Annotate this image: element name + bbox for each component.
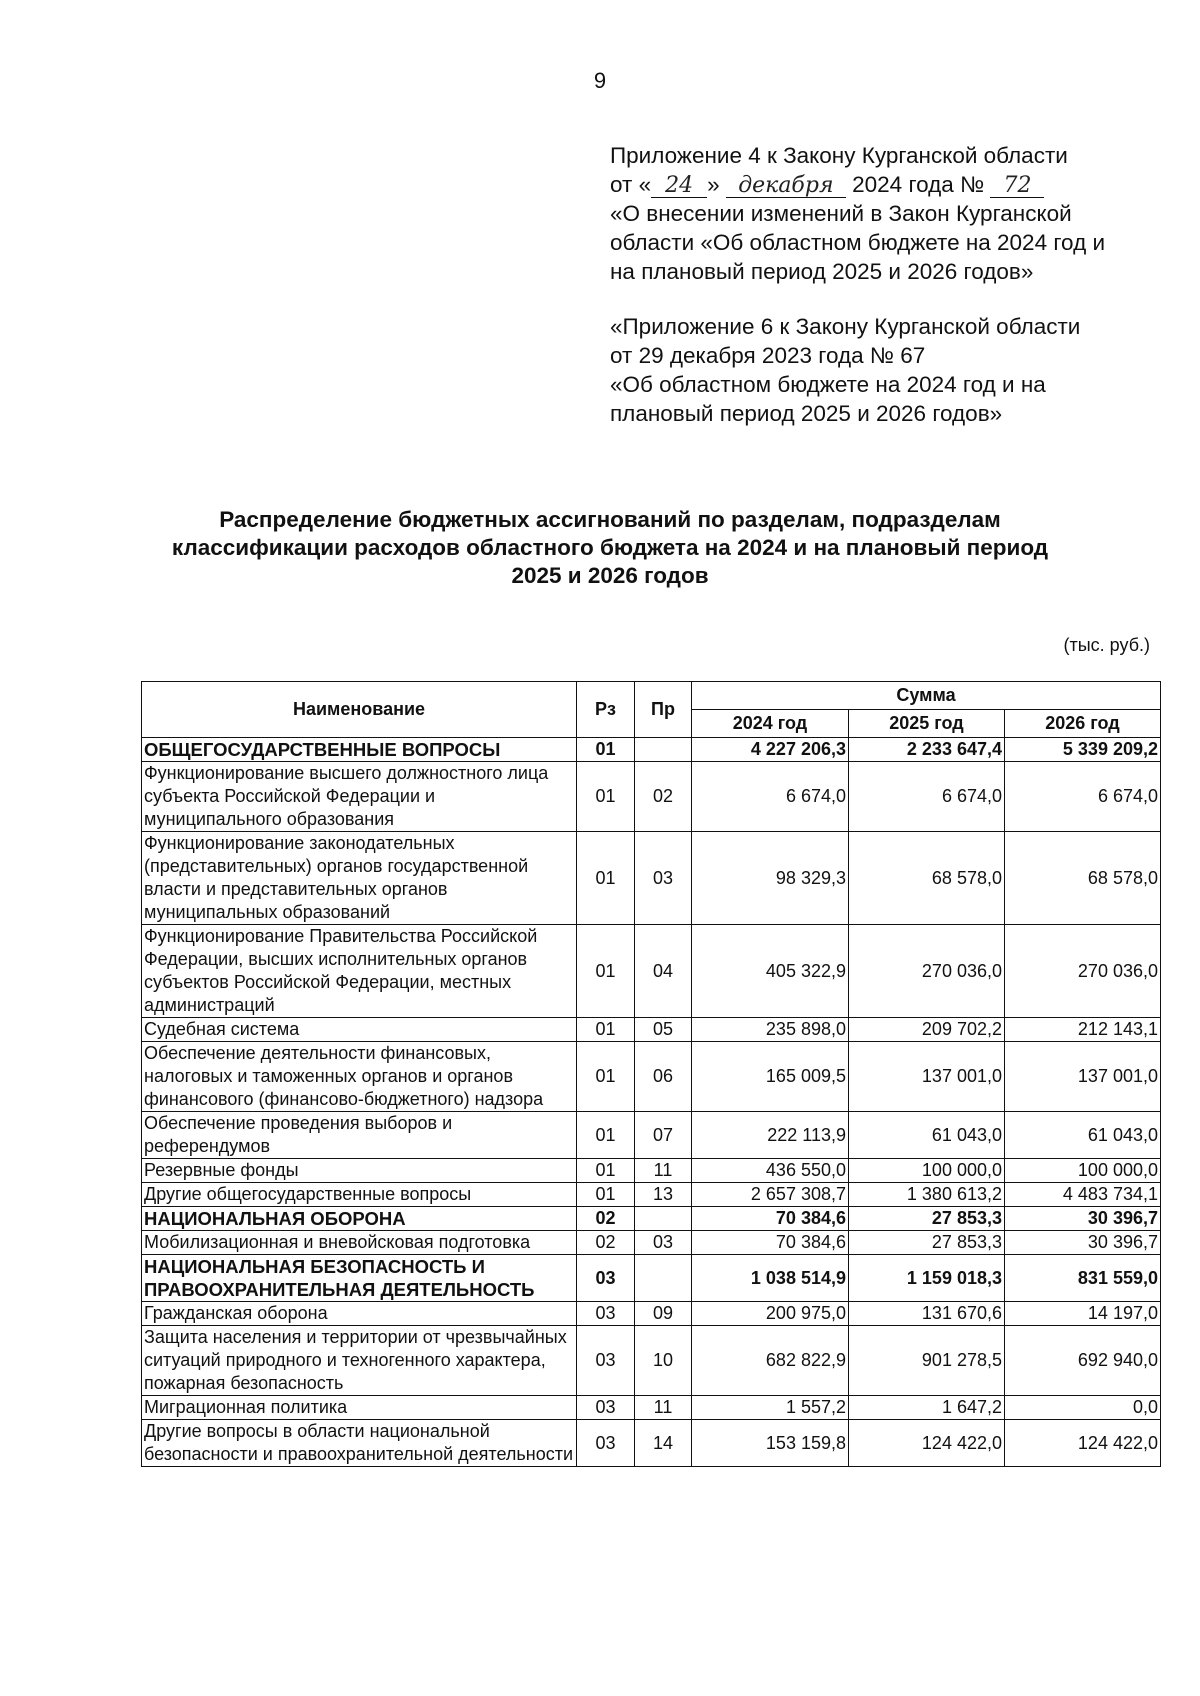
row-pr: 03 bbox=[635, 832, 692, 925]
row-amount-2025: 124 422,0 bbox=[849, 1420, 1005, 1467]
original-line-2: от 29 декабря 2023 года № 67 bbox=[610, 343, 926, 368]
row-amount-2026: 30 396,7 bbox=[1005, 1231, 1161, 1255]
row-amount-2025: 1 159 018,3 bbox=[849, 1255, 1005, 1302]
original-line-1: «Приложение 6 к Закону Курганской области bbox=[610, 314, 1081, 339]
row-amount-2025: 27 853,3 bbox=[849, 1207, 1005, 1231]
row-amount-2024: 6 674,0 bbox=[692, 762, 849, 832]
row-amount-2025: 137 001,0 bbox=[849, 1042, 1005, 1112]
row-rz: 03 bbox=[577, 1302, 635, 1326]
page-number: 9 bbox=[593, 68, 607, 93]
row-rz: 03 bbox=[577, 1396, 635, 1420]
row-name: Миграционная политика bbox=[142, 1396, 577, 1420]
row-name: Другие вопросы в области национальной безопасности и правоохранительной деятельности bbox=[142, 1420, 577, 1467]
header-sum: Сумма bbox=[692, 682, 1161, 710]
row-name: Обеспечение проведения выборов и референдумов bbox=[142, 1112, 577, 1159]
table-row bbox=[142, 1112, 1161, 1159]
header-pr: Пр bbox=[635, 682, 692, 738]
row-amount-2025: 131 670,6 bbox=[849, 1302, 1005, 1326]
row-rz: 01 bbox=[577, 925, 635, 1018]
row-rz: 02 bbox=[577, 1207, 635, 1231]
appendix-line-4: области «Об областном бюджете на 2024 год и bbox=[610, 230, 1106, 255]
title-line-3: 2025 и 2026 годов bbox=[511, 563, 709, 588]
row-pr: 07 bbox=[635, 1112, 692, 1159]
row-pr: 11 bbox=[635, 1159, 692, 1183]
row-name: НАЦИОНАЛЬНАЯ ОБОРОНА bbox=[142, 1207, 577, 1231]
row-rz: 01 bbox=[577, 1018, 635, 1042]
table-row bbox=[142, 1183, 1161, 1207]
original-line-3: «Об областном бюджете на 2024 год и на bbox=[610, 372, 1046, 397]
row-pr: 09 bbox=[635, 1302, 692, 1326]
row-rz: 03 bbox=[577, 1420, 635, 1467]
row-name: Резервные фонды bbox=[142, 1159, 577, 1183]
row-amount-2024: 235 898,0 bbox=[692, 1018, 849, 1042]
row-pr bbox=[635, 738, 692, 762]
row-amount-2024: 405 322,9 bbox=[692, 925, 849, 1018]
row-amount-2025: 6 674,0 bbox=[849, 762, 1005, 832]
table-row bbox=[142, 1326, 1161, 1396]
handwritten-law-number: 72 bbox=[990, 175, 1044, 198]
row-amount-2026: 0,0 bbox=[1005, 1396, 1161, 1420]
row-amount-2026: 831 559,0 bbox=[1005, 1255, 1161, 1302]
row-amount-2025: 61 043,0 bbox=[849, 1112, 1005, 1159]
table-row bbox=[142, 738, 1161, 762]
row-rz: 01 bbox=[577, 1183, 635, 1207]
row-name: Защита населения и территории от чрезвычайных ситуаций природного и техногенного характера, пожарная безопасность bbox=[142, 1326, 577, 1396]
date-mid: » bbox=[707, 172, 720, 197]
appendix-line-5: на плановый период 2025 и 2026 годов» bbox=[610, 259, 1034, 284]
date-year: 2024 года № bbox=[852, 172, 985, 197]
row-name: Другие общегосударственные вопросы bbox=[142, 1183, 577, 1207]
row-amount-2024: 1 557,2 bbox=[692, 1396, 849, 1420]
handwritten-day: 24 bbox=[651, 175, 707, 198]
row-rz: 03 bbox=[577, 1326, 635, 1396]
table-row bbox=[142, 1018, 1161, 1042]
row-name: Гражданская оборона bbox=[142, 1302, 577, 1326]
row-pr: 02 bbox=[635, 762, 692, 832]
row-rz: 01 bbox=[577, 762, 635, 832]
row-rz: 01 bbox=[577, 832, 635, 925]
row-amount-2025: 2 233 647,4 bbox=[849, 738, 1005, 762]
row-pr: 14 bbox=[635, 1420, 692, 1467]
row-amount-2024: 2 657 308,7 bbox=[692, 1183, 849, 1207]
table-row bbox=[142, 1396, 1161, 1420]
row-pr: 06 bbox=[635, 1042, 692, 1112]
row-amount-2026: 30 396,7 bbox=[1005, 1207, 1161, 1231]
row-amount-2026: 212 143,1 bbox=[1005, 1018, 1161, 1042]
header-2024: 2024 год bbox=[692, 710, 849, 738]
document-title bbox=[150, 506, 1070, 590]
row-pr bbox=[635, 1255, 692, 1302]
row-name: Функционирование Правительства Российской Федерации, высших исполнительных органов субъектов Российской Федерации, местных администраций bbox=[142, 925, 577, 1018]
title-line-1: Распределение бюджетных ассигнований по разделам, подразделам bbox=[219, 507, 1001, 532]
row-amount-2024: 98 329,3 bbox=[692, 832, 849, 925]
row-amount-2025: 270 036,0 bbox=[849, 925, 1005, 1018]
row-amount-2024: 682 822,9 bbox=[692, 1326, 849, 1396]
row-amount-2026: 14 197,0 bbox=[1005, 1302, 1161, 1326]
row-amount-2025: 1 647,2 bbox=[849, 1396, 1005, 1420]
table-row bbox=[142, 1420, 1161, 1467]
row-amount-2026: 124 422,0 bbox=[1005, 1420, 1161, 1467]
row-amount-2024: 165 009,5 bbox=[692, 1042, 849, 1112]
row-name: Обеспечение деятельности финансовых, налоговых и таможенных органов и органов финансового (финансово-бюджетного) надзора bbox=[142, 1042, 577, 1112]
row-rz: 01 bbox=[577, 738, 635, 762]
row-amount-2024: 70 384,6 bbox=[692, 1231, 849, 1255]
row-amount-2025: 209 702,2 bbox=[849, 1018, 1005, 1042]
row-name: ОБЩЕГОСУДАРСТВЕННЫЕ ВОПРОСЫ bbox=[142, 738, 577, 762]
header-name: Наименование bbox=[142, 682, 577, 738]
original-line-4: плановый период 2025 и 2026 годов» bbox=[610, 401, 1003, 426]
row-amount-2025: 901 278,5 bbox=[849, 1326, 1005, 1396]
table-row bbox=[142, 762, 1161, 832]
row-name: Мобилизационная и вневойсковая подготовка bbox=[142, 1231, 577, 1255]
row-name: Судебная система bbox=[142, 1018, 577, 1042]
table-row bbox=[142, 1042, 1161, 1112]
row-amount-2025: 68 578,0 bbox=[849, 832, 1005, 925]
budget-table bbox=[141, 681, 1161, 1467]
row-rz: 02 bbox=[577, 1231, 635, 1255]
row-amount-2026: 6 674,0 bbox=[1005, 762, 1161, 832]
table-row bbox=[142, 832, 1161, 925]
table-row bbox=[142, 1231, 1161, 1255]
table-row bbox=[142, 1255, 1161, 1302]
appendix-line-3: «О внесении изменений в Закон Курганской bbox=[610, 201, 1072, 226]
row-amount-2024: 436 550,0 bbox=[692, 1159, 849, 1183]
table-row bbox=[142, 1302, 1161, 1326]
date-prefix: от « bbox=[610, 172, 652, 197]
row-amount-2024: 200 975,0 bbox=[692, 1302, 849, 1326]
row-name: Функционирование высшего должностного лица субъекта Российской Федерации и муниципального образования bbox=[142, 762, 577, 832]
row-name: Функционирование законодательных (представительных) органов государственной власти и представительных органов муниципальных образований bbox=[142, 832, 577, 925]
row-pr bbox=[635, 1207, 692, 1231]
row-amount-2026: 100 000,0 bbox=[1005, 1159, 1161, 1183]
row-amount-2026: 137 001,0 bbox=[1005, 1042, 1161, 1112]
row-pr: 03 bbox=[635, 1231, 692, 1255]
row-pr: 10 bbox=[635, 1326, 692, 1396]
row-amount-2026: 68 578,0 bbox=[1005, 832, 1161, 925]
table-body bbox=[142, 738, 1161, 1467]
units-label: (тыс. руб.) bbox=[1063, 635, 1150, 655]
row-rz: 01 bbox=[577, 1159, 635, 1183]
header-2026: 2026 год bbox=[1005, 710, 1161, 738]
row-pr: 11 bbox=[635, 1396, 692, 1420]
row-amount-2026: 61 043,0 bbox=[1005, 1112, 1161, 1159]
row-name: НАЦИОНАЛЬНАЯ БЕЗОПАСНОСТЬ И ПРАВООХРАНИТЕЛЬНАЯ ДЕЯТЕЛЬНОСТЬ bbox=[142, 1255, 577, 1302]
row-amount-2024: 70 384,6 bbox=[692, 1207, 849, 1231]
title-line-2: классификации расходов областного бюджета на 2024 и на плановый период bbox=[171, 535, 1049, 560]
table-row bbox=[142, 1159, 1161, 1183]
row-amount-2025: 27 853,3 bbox=[849, 1231, 1005, 1255]
row-amount-2024: 153 159,8 bbox=[692, 1420, 849, 1467]
row-amount-2024: 1 038 514,9 bbox=[692, 1255, 849, 1302]
row-pr: 05 bbox=[635, 1018, 692, 1042]
row-rz: 03 bbox=[577, 1255, 635, 1302]
row-amount-2025: 100 000,0 bbox=[849, 1159, 1005, 1183]
row-rz: 01 bbox=[577, 1042, 635, 1112]
appendix-header bbox=[610, 141, 1170, 428]
row-amount-2024: 4 227 206,3 bbox=[692, 738, 849, 762]
row-amount-2024: 222 113,9 bbox=[692, 1112, 849, 1159]
row-amount-2026: 692 940,0 bbox=[1005, 1326, 1161, 1396]
header-rz: Рз bbox=[577, 682, 635, 738]
row-pr: 13 bbox=[635, 1183, 692, 1207]
appendix-date-line bbox=[610, 170, 1170, 199]
row-rz: 01 bbox=[577, 1112, 635, 1159]
row-amount-2026: 4 483 734,1 bbox=[1005, 1183, 1161, 1207]
table-row bbox=[142, 1207, 1161, 1231]
row-amount-2025: 1 380 613,2 bbox=[849, 1183, 1005, 1207]
table-row bbox=[142, 925, 1161, 1018]
header-2025: 2025 год bbox=[849, 710, 1005, 738]
handwritten-month: декабря bbox=[726, 175, 846, 198]
row-pr: 04 bbox=[635, 925, 692, 1018]
row-amount-2026: 5 339 209,2 bbox=[1005, 738, 1161, 762]
appendix-line-1: Приложение 4 к Закону Курганской области bbox=[610, 143, 1068, 168]
row-amount-2026: 270 036,0 bbox=[1005, 925, 1161, 1018]
